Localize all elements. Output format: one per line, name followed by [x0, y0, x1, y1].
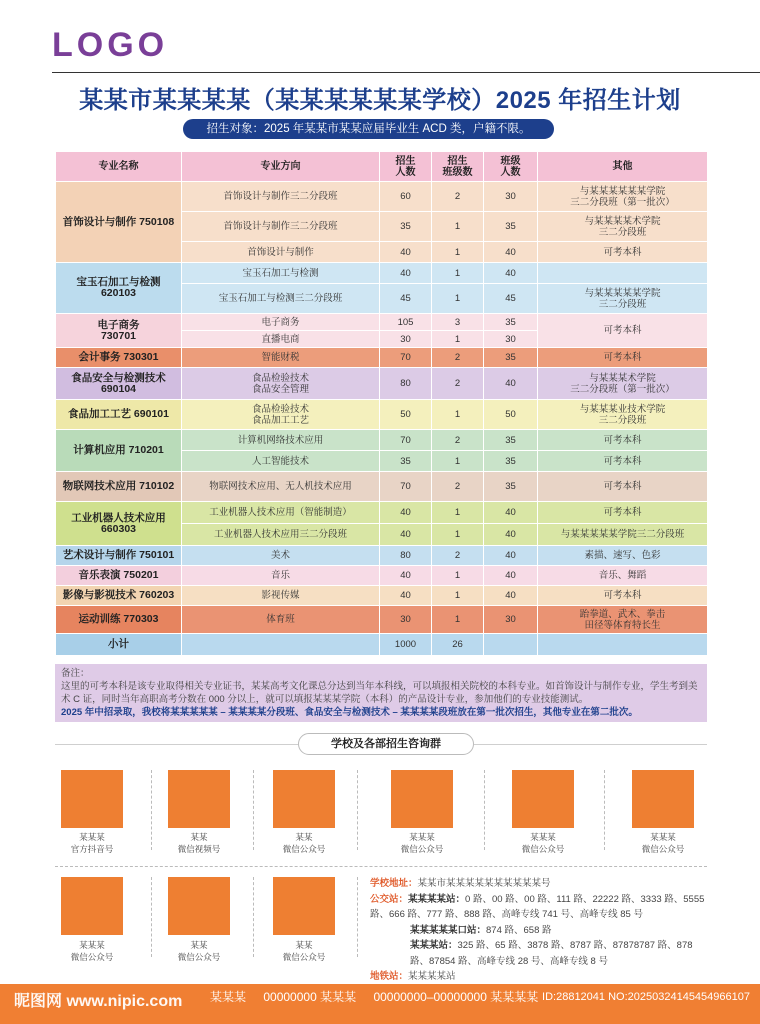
class-size-cell: 50: [484, 400, 538, 430]
qr-caption: 某某某 微信公众号: [641, 832, 685, 854]
bus-label: 公交站：: [370, 893, 409, 905]
other-cell: 素描、速写、色彩: [538, 546, 708, 566]
class-size-cell: 35: [484, 212, 538, 242]
qr-code[interactable]: [168, 877, 230, 935]
dashed-divider: [55, 866, 707, 867]
qr-caption: 某某 微信公众号: [282, 940, 326, 962]
class-size-cell: 40: [484, 242, 538, 263]
enroll-count-cell: 40: [380, 524, 432, 546]
major-name: 宝玉石加工与检测 620103: [56, 263, 182, 314]
other-cell: 与某某某某某某学院 三二分段班（第一批次）: [538, 182, 708, 212]
enroll-count-cell: 70: [380, 472, 432, 502]
subtotal-label: 小计: [56, 634, 182, 656]
other-cell: 与某某某术学院 三二分段班（第一批次）: [538, 368, 708, 400]
school-address-info: [370, 876, 710, 985]
other-cell: 与某某某某某学院 三二分段班: [538, 284, 708, 314]
direction-cell: 首饰设计与制作三二分段班: [182, 182, 380, 212]
watermark-id: ID:28812041 NO:20250324145454966107: [542, 991, 750, 1003]
class-count-cell: 2: [432, 546, 484, 566]
header-direction: 专业方向: [182, 152, 380, 182]
enroll-count-cell: 40: [380, 566, 432, 586]
notes-box: [55, 664, 707, 722]
class-count-cell: 1: [432, 606, 484, 634]
major-name: 音乐表演 750201: [56, 566, 182, 586]
class-count-cell: 1: [432, 331, 484, 348]
enroll-count-cell: 40: [380, 242, 432, 263]
other-cell: 可考本科: [538, 242, 708, 263]
enroll-count-cell: 35: [380, 212, 432, 242]
enroll-count-cell: 40: [380, 586, 432, 606]
class-count-cell: 1: [432, 586, 484, 606]
class-size-cell: 35: [484, 472, 538, 502]
table-row: [56, 566, 708, 586]
bus-lines: 325 路、65 路、3878 路、8787 路、87878787 路、878 路、87854 路、高峰专线 28 号、高峰专线 8 号: [410, 940, 693, 967]
direction-cell: 体育班: [182, 606, 380, 634]
major-name: 物联网技术应用 710102: [56, 472, 182, 502]
direction-cell: 食品检验技术 食品安全管理: [182, 368, 380, 400]
other-cell: [538, 634, 708, 656]
other-cell: 与某某某某某学院三二分段班: [538, 524, 708, 546]
other-cell: 音乐、舞蹈: [538, 566, 708, 586]
subtotal-enroll-count: 1000: [380, 634, 432, 656]
table-row: [56, 606, 708, 634]
other-cell: 可考本科: [538, 472, 708, 502]
class-count-cell: 1: [432, 263, 484, 284]
notes-body: 这里的可考本科是该专业取得相关专业证书，某某高考文化课总分达到当年本科线，可以填报相关院校的本科专业。如首饰设计与制作专业，学生考到美术 C 证，同时当年高职高考分数在 000 分以上，就可以填报某某某学院（本科）的产品设计专业，参加他们的专业技能测试。: [61, 681, 698, 705]
direction-cell: 人工智能技术: [182, 451, 380, 472]
qr-code[interactable]: [391, 770, 453, 828]
enroll-count-cell: 60: [380, 182, 432, 212]
direction-cell: 物联网技术应用、无人机技术应用: [182, 472, 380, 502]
qr-code[interactable]: [61, 877, 123, 935]
qr-caption: 某某某 微信公众号: [521, 832, 565, 854]
direction-cell: 美术: [182, 546, 380, 566]
class-size-cell: 40: [484, 566, 538, 586]
class-count-cell: 1: [432, 502, 484, 524]
header-class-count: 招生 班级数: [432, 152, 484, 182]
qr-code[interactable]: [273, 877, 335, 935]
class-size-cell: 35: [484, 314, 538, 331]
qr-caption: 某某某 微信公众号: [70, 940, 114, 962]
footer-item: 00000000–00000000 某某某某: [373, 990, 539, 1004]
major-name: 会计事务 730301: [56, 348, 182, 368]
top-divider: [52, 72, 760, 73]
section-divider-left: [55, 744, 298, 745]
enroll-count-cell: 40: [380, 263, 432, 284]
direction-cell: 宝玉石加工与检测三二分段班: [182, 284, 380, 314]
consult-groups-title: 学校及各部招生咨询群: [298, 733, 474, 755]
class-size-cell: 40: [484, 586, 538, 606]
other-cell: 与某某某业技术学院 三二分段班: [538, 400, 708, 430]
table-row: [56, 586, 708, 606]
address-label: 学校地址：: [370, 878, 418, 889]
class-count-cell: 2: [432, 472, 484, 502]
direction-cell: 食品检验技术 食品加工工艺: [182, 400, 380, 430]
enroll-count-cell: 50: [380, 400, 432, 430]
direction-cell: 工业机器人技术应用三二分段班: [182, 524, 380, 546]
bus-stop-name: 某某某某某口站：: [410, 924, 487, 936]
direction-cell: 首饰设计与制作三二分段班: [182, 212, 380, 242]
logo: LOGO: [52, 26, 169, 64]
qr-code[interactable]: [168, 770, 230, 828]
enroll-count-cell: 35: [380, 451, 432, 472]
header-enroll-count: 招生 人数: [380, 152, 432, 182]
footer-item: 00000000 某某某: [263, 990, 357, 1004]
table-row: [56, 348, 708, 368]
address-value: 某某市某某某某某某某某某某号: [417, 878, 551, 889]
other-cell: 可考本科: [538, 348, 708, 368]
direction-cell: 直播电商: [182, 331, 380, 348]
table-row: [56, 263, 708, 284]
major-name: 食品安全与检测技术 690104: [56, 368, 182, 400]
direction-cell: 电子商务: [182, 314, 380, 331]
direction-cell: 音乐: [182, 566, 380, 586]
bus-stop-name: 某某某站：: [410, 940, 458, 951]
table-row: [56, 368, 708, 400]
notes-highlight: 2025 年中招录取，我校将某某某某某 – 某某某某分段班、食品安全与检测技术 – 某某某某段班放在第一批次招生，其他专业在第二批次。: [61, 707, 638, 718]
other-cell: 可考本科: [538, 502, 708, 524]
enroll-count-cell: 30: [380, 606, 432, 634]
direction-cell: [182, 634, 380, 656]
class-count-cell: 1: [432, 242, 484, 263]
table-row: [56, 502, 708, 524]
table-row: [56, 546, 708, 566]
class-count-cell: 1: [432, 524, 484, 546]
qr-code[interactable]: [632, 770, 694, 828]
class-size-cell: 30: [484, 606, 538, 634]
direction-cell: 影视传媒: [182, 586, 380, 606]
other-cell: 可考本科: [538, 430, 708, 451]
enrollment-plan-table: [55, 151, 708, 656]
class-size-cell: 40: [484, 524, 538, 546]
watermark-logo: 昵图网 www.nipic.com: [14, 993, 183, 1010]
qr-caption: 某某某 官方抖音号: [70, 832, 114, 854]
major-name: 艺术设计与制作 750101: [56, 546, 182, 566]
class-count-cell: 2: [432, 368, 484, 400]
class-size-cell: 40: [484, 368, 538, 400]
class-size-cell: 40: [484, 546, 538, 566]
other-cell: 可考本科: [538, 451, 708, 472]
enroll-count-cell: 70: [380, 430, 432, 451]
bus-lines: 874 路、658 路: [486, 924, 552, 936]
footer-item: 某某某: [210, 990, 247, 1004]
class-size-cell: 40: [484, 502, 538, 524]
table-row: [56, 472, 708, 502]
other-cell: [538, 263, 708, 284]
qr-code[interactable]: [273, 770, 335, 828]
dashed-divider: [357, 770, 358, 850]
table-row: [56, 430, 708, 451]
class-count-cell: 1: [432, 284, 484, 314]
other-cell: 与某某某某术学院 三二分段班: [538, 212, 708, 242]
major-name: 首饰设计与制作 750108: [56, 182, 182, 263]
class-count-cell: 1: [432, 566, 484, 586]
enroll-count-cell: 70: [380, 348, 432, 368]
qr-caption: 某某 微信公众号: [177, 940, 221, 962]
qr-caption: 某某某 微信公众号: [400, 832, 444, 854]
table-row: [56, 314, 708, 331]
class-size-cell: 35: [484, 451, 538, 472]
class-count-cell: 1: [432, 400, 484, 430]
other-cell: 可考本科: [538, 314, 708, 348]
class-size-cell: 45: [484, 284, 538, 314]
class-size-cell: 40: [484, 263, 538, 284]
table-row: [56, 400, 708, 430]
major-name: 工业机器人技术应用 660303: [56, 502, 182, 546]
bus-lines: 0 路、00 路、00 路、111 路、22222 路、3333 路、5555 路、666 路、777 路、888 路、高峰专线 741 号、高峰专线 85 号: [370, 893, 705, 920]
metro-label: 地铁站：: [370, 971, 409, 982]
table-header-row: [56, 152, 708, 182]
class-size-cell: [484, 634, 538, 656]
class-count-cell: 2: [432, 182, 484, 212]
class-count-cell: 1: [432, 212, 484, 242]
qr-code[interactable]: [512, 770, 574, 828]
header-major: 专业名称: [56, 152, 182, 182]
direction-cell: 首饰设计与制作: [182, 242, 380, 263]
enroll-count-cell: 45: [380, 284, 432, 314]
class-count-cell: 2: [432, 348, 484, 368]
subtotal-class-count: 26: [432, 634, 484, 656]
class-size-cell: 30: [484, 182, 538, 212]
class-count-cell: 3: [432, 314, 484, 331]
major-name: 运动训练 770303: [56, 606, 182, 634]
section-divider-right: [474, 744, 707, 745]
enrollment-target-banner: 招生对象：2025 年某某市某某应届毕业生 ACD 类，户籍不限。: [183, 119, 554, 139]
qr-code[interactable]: [61, 770, 123, 828]
major-name: 食品加工工艺 690101: [56, 400, 182, 430]
header-class-size: 班级 人数: [484, 152, 538, 182]
other-cell: 跆拳道、武术、拳击 田径等体育特长生: [538, 606, 708, 634]
notes-label: 备注：: [61, 668, 90, 679]
qr-caption: 某某 微信视频号: [177, 832, 221, 854]
other-cell: 可考本科: [538, 586, 708, 606]
enroll-count-cell: 80: [380, 368, 432, 400]
qr-caption: 某某 微信公众号: [282, 832, 326, 854]
direction-cell: 工业机器人技术应用（智能制造）: [182, 502, 380, 524]
class-size-cell: 30: [484, 331, 538, 348]
major-name: 电子商务 730701: [56, 314, 182, 348]
direction-cell: 宝玉石加工与检测: [182, 263, 380, 284]
direction-cell: 计算机网络技术应用: [182, 430, 380, 451]
dashed-divider: [484, 770, 485, 850]
direction-cell: 智能财税: [182, 348, 380, 368]
class-count-cell: 1: [432, 451, 484, 472]
metro-value: 某某某某站: [408, 971, 456, 982]
enroll-count-cell: 80: [380, 546, 432, 566]
page-title: 某某市某某某某（某某某某某某学校）2025 年招生计划: [79, 87, 681, 114]
class-size-cell: 35: [484, 430, 538, 451]
enroll-count-cell: 105: [380, 314, 432, 331]
class-size-cell: 35: [484, 348, 538, 368]
bus-stop-name: 某某某某站：: [408, 893, 466, 905]
enroll-count-cell: 40: [380, 502, 432, 524]
dashed-divider: [604, 770, 605, 850]
header-other: 其他: [538, 152, 708, 182]
major-name: 影像与影视技术 760203: [56, 586, 182, 606]
major-name: 计算机应用 710201: [56, 430, 182, 472]
dashed-divider: [357, 877, 358, 957]
enroll-count-cell: 30: [380, 331, 432, 348]
class-count-cell: 2: [432, 430, 484, 451]
table-row: [56, 182, 708, 212]
subtotal-row: [56, 634, 708, 656]
